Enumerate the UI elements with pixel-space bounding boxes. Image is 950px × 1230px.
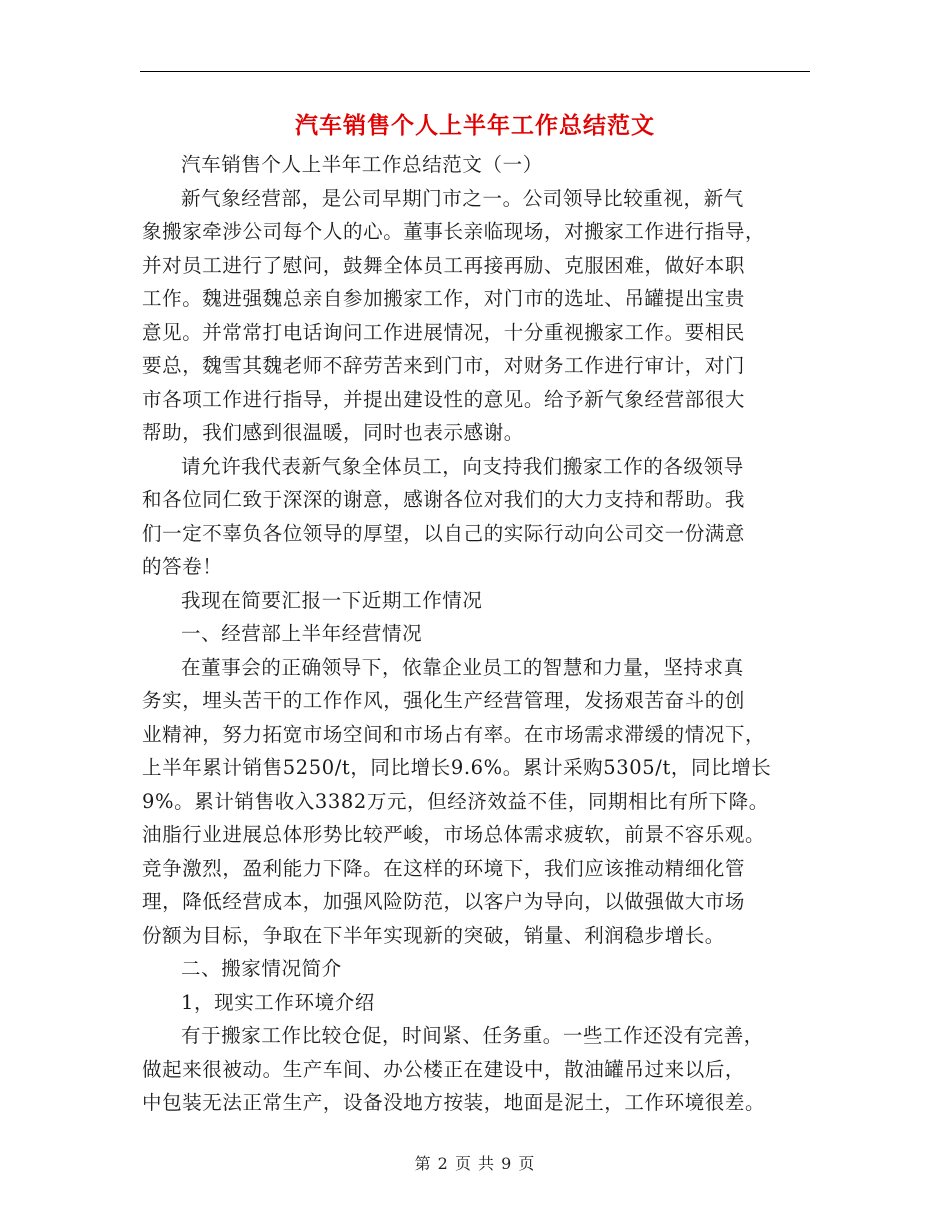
paragraph <box>142 986 810 1020</box>
paragraph <box>142 651 810 953</box>
paragraph <box>142 952 810 986</box>
paragraph-line: 9%。累计销售收入3382万元，但经济效益不佳，同期相比有所下降。 <box>142 789 769 813</box>
paragraph-line: 一、经营部上半年经营情况 <box>181 622 423 645</box>
paragraph-line: 工作。魏进强魏总亲自参加搬家工作，对门市的选址、吊罐提出宝贵 <box>142 287 746 310</box>
paragraph-line: 在董事会的正确领导下，依靠企业员工的智慧和力量，坚持求真 <box>181 655 744 679</box>
paragraph-line: 要总，魏雪其魏老师不辞劳苦来到门市，对财务工作进行审计，对门 <box>142 354 746 377</box>
paragraph-line: 市各项工作进行指导，并提出建设性的意见。给予新气象经营部很大 <box>142 387 746 411</box>
paragraph-line: 中包装无法正常生产，设备没地方按装，地面是泥土，工作环境很差。 <box>142 1091 766 1114</box>
paragraph <box>142 1019 810 1120</box>
paragraph <box>142 617 810 651</box>
paragraph-line: 帮助，我们感到很温暖，同时也表示感谢。 <box>142 421 524 444</box>
paragraph-line: 油脂行业进展总体形势比较严峻，市场总体需求疲软，前景不容乐观。 <box>142 823 766 846</box>
paragraph <box>142 584 810 618</box>
paragraph-line: 的答卷！ <box>142 555 223 578</box>
paragraph-line: 业精神，努力拓宽市场空间和市场占有率。在市场需求滞缓的情况下， <box>142 722 766 746</box>
paragraph-line: 并对员工进行了慰问，鼓舞全体员工再接再励、克服困难，做好本职 <box>142 253 746 277</box>
page-footer: 第 2 页 共 9 页 <box>414 1154 536 1173</box>
paragraph-line: 做起来很被动。生产车间、办公楼正在建设中，散油罐吊过来以后， <box>142 1057 746 1081</box>
document-title: 汽车销售个人上半年工作总结范文 <box>295 112 655 139</box>
paragraph-line: 意见。并常常打电话询问工作进展情况，十分重视搬家工作。要相民 <box>142 320 746 344</box>
paragraph-line: 1，现实工作环境介绍 <box>181 990 375 1014</box>
paragraph-line: 理，降低经营成本，加强风险防范，以客户为导向，以做强做大市场 <box>142 890 746 913</box>
header-rule <box>140 71 810 72</box>
paragraph <box>142 148 810 182</box>
paragraph-line: 新气象经营部，是公司早期门市之一。公司领导比较重视，新气 <box>181 186 744 210</box>
paragraph-line: 们一定不辜负各位领导的厚望，以自己的实际行动向公司交一份满意 <box>142 521 746 545</box>
paragraph-line: 和各位同仁致于深深的谢意，感谢各位对我们的大力支持和帮助。我 <box>142 488 746 511</box>
paragraph <box>142 450 810 584</box>
paragraph-line: 竞争激烈，盈利能力下降。在这样的环境下，我们应该推动精细化管 <box>142 856 746 880</box>
paragraph-line: 份额为目标，争取在下半年实现新的突破，销量、利润稳步增长。 <box>142 923 725 947</box>
document-body <box>142 148 810 1120</box>
paragraph-line: 有于搬家工作比较仓促，时间紧、任务重。一些工作还没有完善， <box>181 1024 764 1047</box>
paragraph-line: 我现在简要汇报一下近期工作情况 <box>181 588 483 612</box>
paragraph-line: 务实，埋头苦干的工作作风，强化生产经营管理，发扬艰苦奋斗的创 <box>142 689 746 712</box>
paragraph-line: 二、搬家情况简介 <box>181 957 342 980</box>
paragraph-line: 象搬家牵涉公司每个人的心。董事长亲临现场，对搬家工作进行指导， <box>142 220 766 243</box>
paragraph-line: 上半年累计销售5250/t，同比增长9.6%。累计采购5305/t，同比增长 <box>142 756 772 779</box>
paragraph-line: 汽车销售个人上半年工作总结范文（一） <box>181 153 543 176</box>
paragraph-line: 请允许我代表新气象全体员工，向支持我们搬家工作的各级领导 <box>181 454 744 478</box>
paragraph <box>142 182 810 450</box>
